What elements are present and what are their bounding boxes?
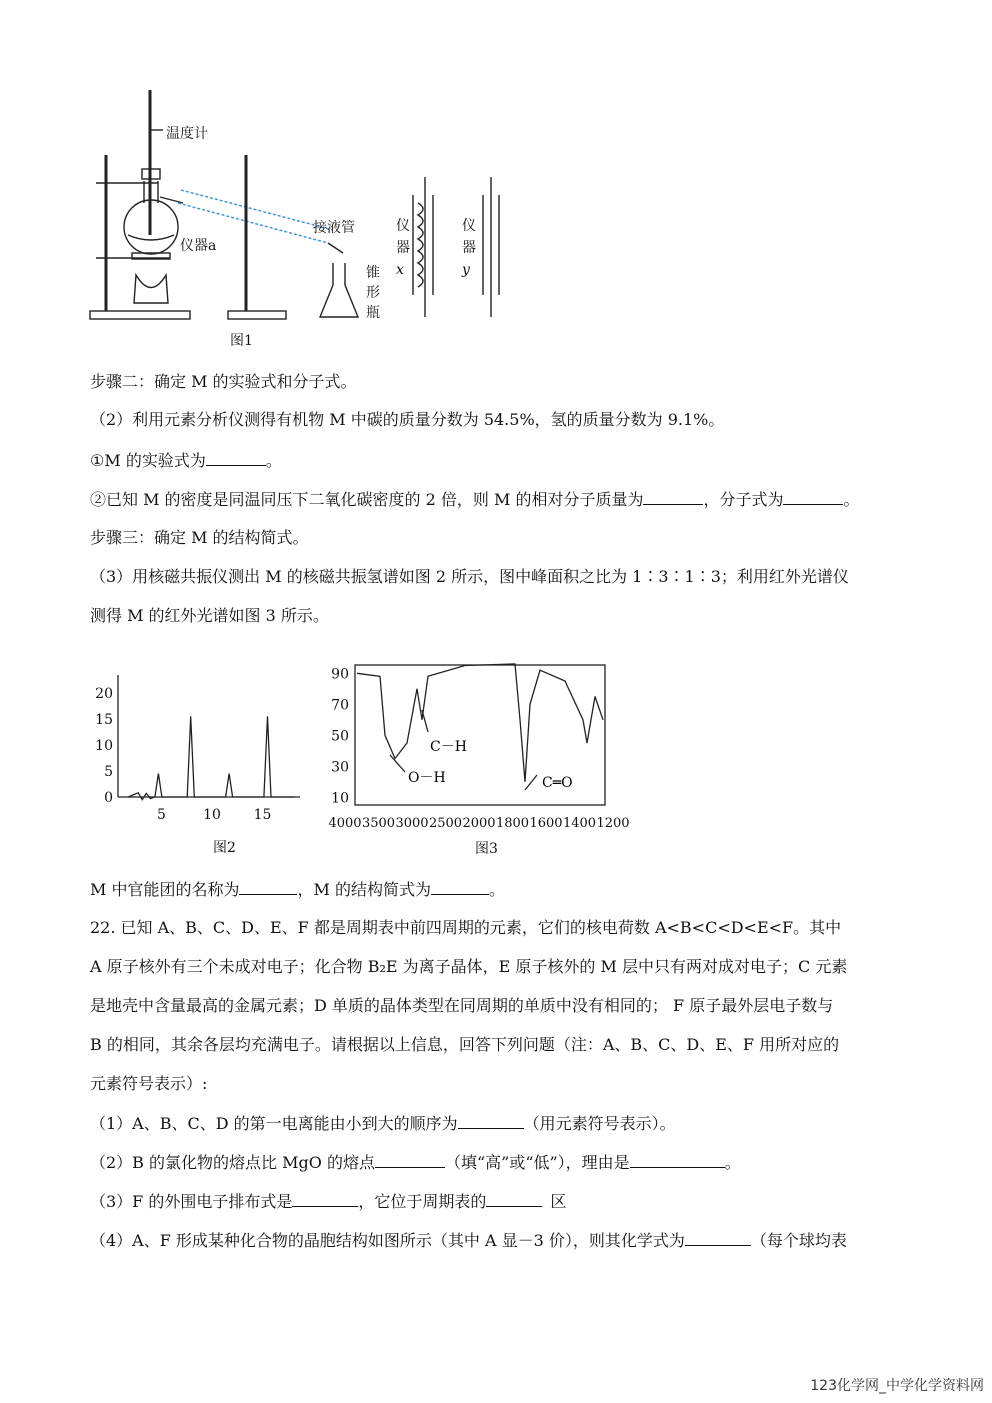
- instrument-x-label: 仪 器 x: [396, 218, 410, 278]
- ir-ch-label: C－H: [430, 739, 467, 755]
- ir-x-tick: 2500: [428, 816, 463, 831]
- nmr-chart: [88, 665, 308, 825]
- question-22-line-2: A 原子核外有三个未成对电子；化合物 B₂E 为离子晶体，E 原子核外的 M 层中只有两对成对电子；C 元素: [90, 957, 848, 976]
- nmr-x-tick: 5: [157, 807, 166, 823]
- answer-blank[interactable]: [458, 1113, 524, 1129]
- nmr-x-tick: 15: [253, 807, 272, 823]
- answer-blank[interactable]: [783, 489, 843, 505]
- step-2-heading: 步骤二：确定 M 的实验式和分子式。: [90, 372, 357, 391]
- ir-x-tick: 1400: [562, 816, 597, 831]
- question-3-line-2: 测得 M 的红外光谱如图 3 所示。: [90, 606, 329, 625]
- ir-y-tick: 30: [331, 759, 349, 776]
- question-2-text: （2）利用元素分析仪测得有机物 M 中碳的质量分数为 54.5%，氢的质量分数为 9.1%。: [90, 410, 725, 429]
- question-22-line-5: 元素符号表示）:: [90, 1074, 208, 1093]
- nmr-y-tick: 10: [95, 738, 113, 754]
- question-2-2: ②已知 M 的密度是同温同压下二氧化碳密度的 2 倍，则 M 的相对分子质量为 ，分子式为 。: [90, 490, 860, 509]
- question-22-part-2: （2）B 的氯化物的熔点比 MgO 的熔点 （填“高”或“低”），理由是 。: [90, 1153, 741, 1172]
- nmr-y-tick: 5: [104, 764, 113, 780]
- answer-blank[interactable]: [630, 1152, 725, 1168]
- nmr-x-tick: 10: [203, 807, 221, 823]
- ir-y-tick: 10: [331, 790, 349, 807]
- answer-blank[interactable]: [292, 1191, 358, 1207]
- ir-x-tick: 1200: [596, 816, 630, 831]
- ir-spectrum-line: [357, 664, 603, 782]
- answer-blank[interactable]: [206, 450, 266, 466]
- figure-2: [88, 665, 308, 860]
- question-2-1: ①M 的实验式为 。: [90, 451, 282, 470]
- answer-blank[interactable]: [375, 1152, 445, 1168]
- ir-x-tick: 4000: [328, 816, 362, 831]
- flask-label: 锥 形 瓶: [366, 265, 380, 321]
- question-22-line-4: B 的相同，其余各层均充满电子。请根据以上信息，回答下列问题（注：A、B、C、D、E、F 用所对应的: [90, 1035, 840, 1054]
- adapter-label: 接液管: [313, 220, 355, 236]
- question-22-line-3: 是地壳中含量最高的金属元素；D 单质的晶体类型在同周期的单质中没有相同的； F 原子最外层电子数与: [90, 996, 834, 1015]
- ir-y-tick: 90: [331, 666, 349, 683]
- figure-1-caption: 图1: [230, 333, 253, 349]
- ir-oh-label: O－H: [408, 770, 446, 786]
- figure-3-caption: 图3: [475, 841, 498, 857]
- instrument-a-label: 仪器a: [180, 238, 217, 254]
- nmr-spectrum-line: [128, 716, 295, 799]
- ir-x-tick: 1600: [529, 816, 563, 831]
- answer-blank[interactable]: [486, 1191, 542, 1207]
- question-22-part-1: （1）A、B、C、D 的第一电离能由小到大的顺序为 （用元素符号表示）。: [90, 1114, 676, 1133]
- instrument-y-label: 仪 器 y: [462, 218, 476, 278]
- ir-x-tick: 1800: [495, 816, 530, 831]
- ir-co-label: C═O: [542, 775, 573, 791]
- thermometer-label: 温度计: [166, 126, 208, 142]
- nmr-y-tick: 0: [104, 790, 113, 806]
- ir-x-tick: 3000: [395, 816, 429, 831]
- nmr-y-tick: 20: [95, 686, 113, 702]
- question-22-part-4: （4）A、F 形成某种化合物的晶胞结构如图所示（其中 A 显－3 价），则其化学式为 （每个球均表: [90, 1231, 847, 1250]
- answer-blank[interactable]: [685, 1230, 751, 1246]
- figure-3: [325, 660, 635, 860]
- answer-blank[interactable]: [431, 879, 489, 895]
- question-3-line-1: （3）用核磁共振仪测出 M 的核磁共振氢谱如图 2 所示，图中峰面积之比为 1∶3∶1∶3；利用红外光谱仪: [90, 567, 849, 586]
- site-watermark: 123化学网_中学化学资料网: [810, 1378, 984, 1394]
- figure-1: [88, 85, 528, 355]
- nmr-y-tick: 15: [95, 712, 113, 728]
- ir-chart: [325, 660, 635, 835]
- question-22-part-3: （3）F 的外围电子排布式是 ，它位于周期表的 区: [90, 1192, 567, 1211]
- ir-x-tick: 3500: [361, 816, 396, 831]
- answer-blank[interactable]: [643, 489, 703, 505]
- question-3-answer: M 中官能团的名称为 ，M 的结构简式为 。: [90, 880, 505, 899]
- answer-blank[interactable]: [239, 879, 297, 895]
- step-3-heading: 步骤三：确定 M 的结构简式。: [90, 528, 309, 547]
- figure-2-caption: 图2: [213, 840, 236, 856]
- question-22-line-1: 22. 已知 A、B、C、D、E、F 都是周期表中前四周期的元素，它们的核电荷数 A<B<C<D<E<F。其中: [90, 918, 842, 937]
- ir-y-tick: 70: [331, 697, 349, 714]
- ir-x-tick: 2000: [462, 816, 496, 831]
- ir-y-tick: 50: [331, 728, 349, 745]
